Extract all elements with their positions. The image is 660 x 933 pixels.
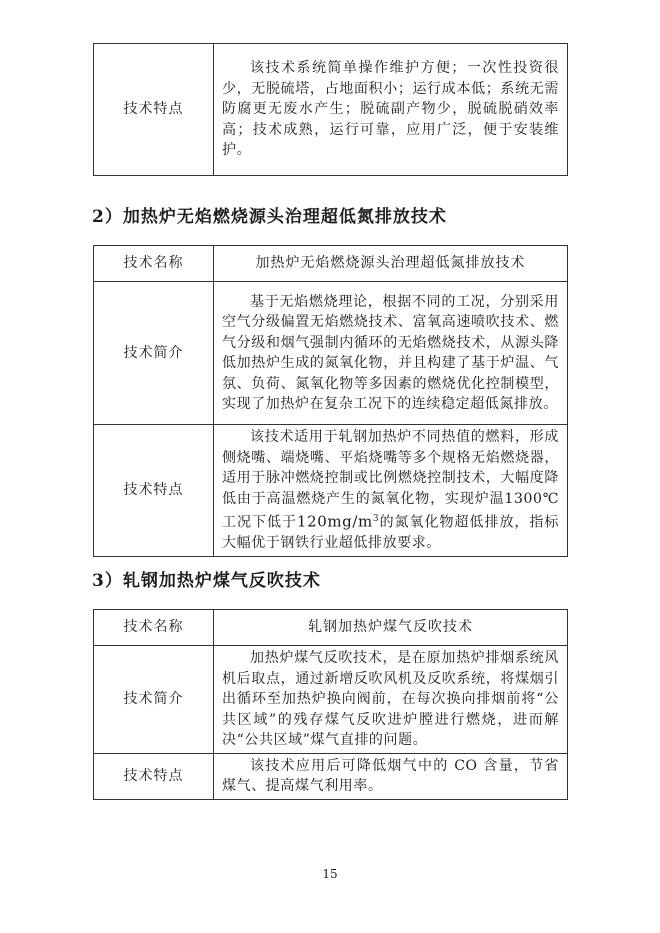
table-3 [93,609,568,800]
table-1 [93,43,568,176]
intro-label: 技术简介 [94,646,214,754]
intro-text: 加热炉煤气反吹技术，是在原加热炉排烟系统风机后取点，通过新增反吹风机及反吹系统，将煤烟引出循环至加热炉换向阀前，在每次换向排烟前将“公共区域”的残存煤气反吹进炉膛进行燃烧，进而解决“公共区域”煤气直排的问题。 [214,646,568,754]
feature-text [214,425,568,557]
intro-label: 技术简介 [94,282,214,425]
section-heading-3: 3）轧钢加热炉煤气反吹技术 [92,571,321,591]
table-2 [93,245,568,557]
table-row [94,753,568,799]
page-number: 15 [322,867,338,881]
feature-label: 技术特点 [94,425,214,557]
table-row [94,610,568,646]
name-value: 轧钢加热炉煤气反吹技术 [214,610,568,646]
feature-label: 技术特点 [94,753,214,799]
table-row [94,282,568,425]
feature-text: 该技术应用后可降低烟气中的 CO 含量，节省煤气、提高煤气利用率。 [214,753,568,799]
name-value: 加热炉无焰燃烧源头治理超低氮排放技术 [214,246,568,282]
name-label: 技术名称 [94,246,214,282]
feature-text-part-b: 的氮氧化物超低排放，指标大幅优于钢铁行业超低排放要求。 [222,514,559,552]
emission-unit-superscript: 3 [372,514,380,524]
table-row [94,44,568,176]
section-heading-2: 2）加热炉无焰燃烧源头治理超低氮排放技术 [92,207,447,227]
emission-value: 120mg/m [296,512,373,531]
intro-text: 基于无焰燃烧理论，根据不同的工况，分别采用空气分级偏置无焰燃烧技术、富氧高速喷吹技术、燃气分级和烟气强制内循环的无焰燃烧技术，从源头降低加热炉生成的氮氧化物，并且构建了基于炉温、气氛、负荷、氮氧化物等多因素的燃烧优化控制模型，实现了加热炉在复杂工况下的连续稳定超低氮排放。 [214,282,568,425]
feature-text-part-a: 该技术适用于轧钢加热炉不同热值的燃料，形成侧烧嘴、端烧嘴、平焰烧嘴等多个规格无焰燃烧器，适用于脉冲燃烧控制或比例燃烧控制技术，大幅度降低由于高温燃烧产生的氮氧化物，实现炉温1300℃工况下低于 [222,429,559,531]
table-row [94,646,568,754]
table-row [94,246,568,282]
feature-text: 该技术系统简单操作维护方便；一次性投资很少，无脱硫塔，占地面积小；运行成本低；系统无需防腐更无废水产生；脱硫副产物少，脱硫脱硝效率高；技术成熟，运行可靠，应用广泛，便于安装维护。 [214,44,568,176]
table-row [94,425,568,557]
feature-label: 技术特点 [94,44,214,176]
name-label: 技术名称 [94,610,214,646]
